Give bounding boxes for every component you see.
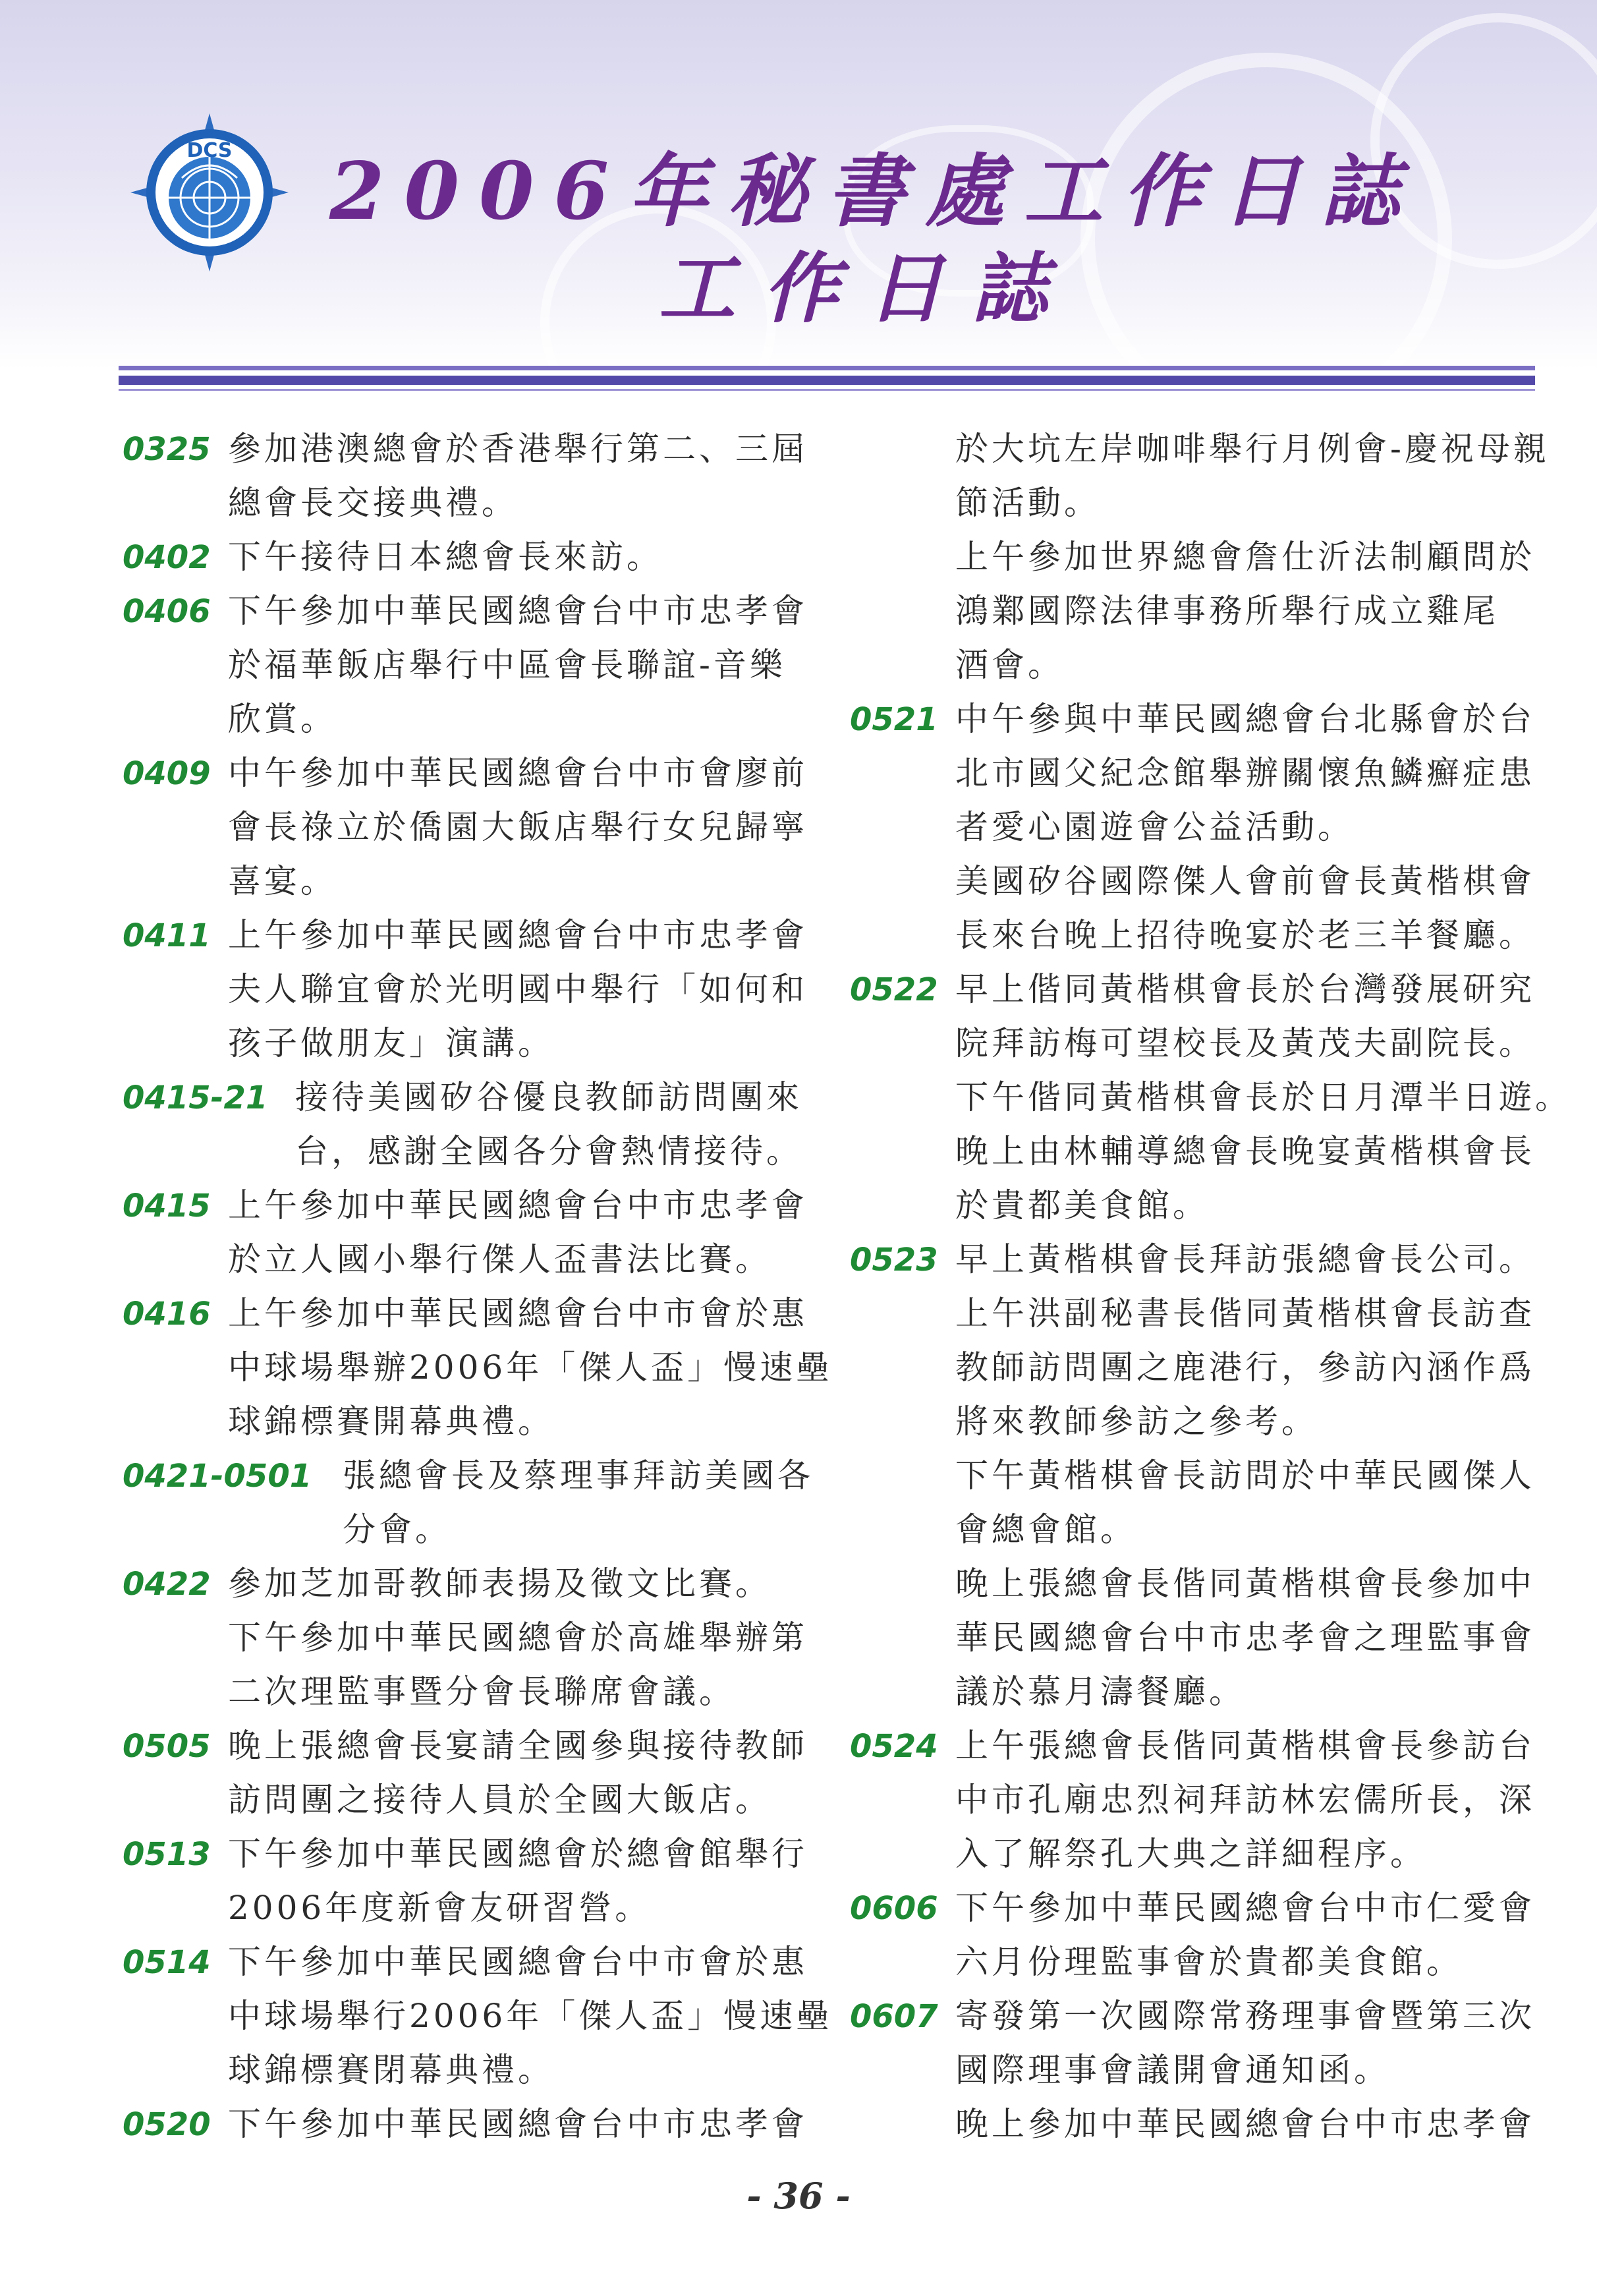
- entry-text: 下午接待日本總會長來訪。: [228, 538, 663, 576]
- log-entry: [123, 584, 821, 746]
- entry-date: 0409: [123, 755, 211, 792]
- entry-text: 國際理事會議開會通知函。: [955, 2051, 1390, 2089]
- log-entry: [850, 1719, 1548, 1881]
- entry-date: 0416: [123, 1296, 211, 1333]
- entry-text: 下午參加中華民國總會台中市會於惠: [228, 1943, 808, 1981]
- entry-text: 下午參加中華民國總會台中市忠孝會: [228, 592, 808, 630]
- entry-text: 上午參加中華民國總會台中市忠孝會: [228, 916, 808, 954]
- log-entry: [123, 1827, 821, 1935]
- entry-text: 議於慕月濤餐廳。: [955, 1673, 1245, 1711]
- log-entry: [123, 908, 821, 1070]
- dcs-logo: [130, 113, 289, 272]
- entry-text: 上午洪副秘書長偕同黃楷棋會長訪查: [955, 1294, 1535, 1333]
- entry-text: 教師訪問團之鹿港行，參訪內涵作爲: [955, 1348, 1535, 1387]
- entry-text: 球錦標賽閉幕典禮。: [228, 2051, 554, 2089]
- entry-text: 參加芝加哥教師表揚及徵文比賽。: [228, 1564, 771, 1603]
- entry-text: 六月份理監事會於貴都美食館。: [955, 1943, 1463, 1981]
- entry-date: 0411: [123, 917, 211, 954]
- entry-text: 酒會。: [955, 646, 1064, 684]
- entry-text: 於福華飯店舉行中區會長聯誼-音樂: [228, 646, 786, 684]
- entry-text: 入了解祭孔大典之詳細程序。: [955, 1835, 1426, 1873]
- log-entry: [123, 1449, 821, 1557]
- page-subtitle: 工作日誌: [659, 244, 1075, 333]
- entry-text: 下午參加中華民國總會於高雄舉辦第: [228, 1619, 808, 1657]
- entry-date: 0606: [850, 1890, 938, 1927]
- entry-text: 晚上張總會長偕同黃楷棋會長參加中: [955, 1564, 1535, 1603]
- entry-text: 晚上張總會長宴請全國參與接待教師: [228, 1727, 808, 1765]
- entry-text: 中球場舉行2006年「傑人盃」慢速壘: [228, 1997, 833, 2035]
- right-column: [850, 422, 1571, 2151]
- entry-text: 者愛心園遊會公益活動。: [955, 808, 1354, 846]
- log-entry: [123, 1935, 833, 2097]
- log-entry: [850, 962, 1571, 1232]
- entry-date: 0514: [123, 1944, 211, 1981]
- log-entry: [123, 746, 821, 908]
- entry-text: 上午參加世界總會詹仕沂法制顧問於: [955, 538, 1535, 576]
- entry-text: 喜宴。: [228, 862, 337, 900]
- entry-text: 下午偕同黃楷棋會長於日月潭半日遊。: [955, 1078, 1571, 1116]
- entry-text: 將來教師參訪之參考。: [955, 1402, 1318, 1441]
- entry-text: 早上黃楷棋會長拜訪張總會長公司。: [955, 1240, 1535, 1278]
- entry-text: 下午參加中華民國總會於總會館舉行: [228, 1835, 808, 1873]
- entry-text: 張總會長及蔡理事拜訪美國各: [343, 1456, 814, 1495]
- entry-text: 中午參與中華民國總會台北縣會於台: [955, 700, 1535, 738]
- log-entry: [123, 530, 821, 584]
- log-entry: [123, 1178, 821, 1286]
- entry-text: 中球場舉辦2006年「傑人盃」慢速壘: [228, 1348, 833, 1387]
- left-column: [123, 422, 833, 2151]
- entry-text: 寄發第一次國際常務理事會暨第三次: [955, 1997, 1535, 2035]
- entry-text: 會總會館。: [955, 1510, 1136, 1549]
- entry-text: 長來台晚上招待晚宴於老三羊餐廳。: [955, 916, 1535, 954]
- log-entry: [123, 2097, 821, 2151]
- entry-text: 下午參加中華民國總會台中市仁愛會: [955, 1889, 1535, 1927]
- entry-text: 晚上參加中華民國總會台中市忠孝會: [955, 2105, 1535, 2143]
- log-entry: [850, 1989, 1548, 2151]
- entry-text: 上午張總會長偕同黃楷棋會長參訪台: [955, 1727, 1535, 1765]
- log-entry: [123, 1557, 821, 1719]
- entry-text: 夫人聯宜會於光明國中舉行「如何和: [228, 970, 808, 1008]
- entry-text: 上午參加中華民國總會台中市會於惠: [228, 1294, 808, 1333]
- header-divider: [119, 389, 1535, 391]
- entry-text: 北市國父紀念館舉辦關懷魚鱗癬症患: [955, 754, 1535, 792]
- entry-date: 0422: [123, 1566, 211, 1603]
- entry-text: 中市孔廟忠烈祠拜訪林宏儒所長，深: [955, 1781, 1535, 1819]
- entry-text: 鴻鄴國際法律事務所舉行成立雞尾: [955, 592, 1499, 630]
- entry-text: 下午黃楷棋會長訪問於中華民國傑人: [955, 1456, 1535, 1495]
- entry-text: 球錦標賽開幕典禮。: [228, 1402, 554, 1441]
- entry-date: 0523: [850, 1242, 938, 1278]
- log-entry: [123, 1719, 821, 1827]
- log-entry: [850, 422, 1548, 692]
- entry-text: 接待美國矽谷優良教師訪問團來: [295, 1078, 802, 1116]
- entry-text: 早上偕同黃楷棋會長於台灣發展研究: [955, 970, 1535, 1008]
- entry-text: 晚上由林輔導總會長晚宴黃楷棋會長: [955, 1132, 1535, 1170]
- entry-date: 0325: [123, 431, 211, 468]
- entry-date: 0402: [123, 539, 211, 576]
- entry-text: 上午參加中華民國總會台中市忠孝會: [228, 1186, 808, 1224]
- entry-text: 欣賞。: [228, 700, 337, 738]
- entry-text: 於大坑左岸咖啡舉行月例會-慶祝母親: [955, 430, 1550, 468]
- entry-text: 二次理監事暨分會長聯席會議。: [228, 1673, 735, 1711]
- entry-text: 分會。: [343, 1510, 451, 1549]
- entry-text: 美國矽谷國際傑人會前會長黃楷棋會: [955, 862, 1535, 900]
- entry-date: 0415: [123, 1188, 211, 1224]
- log-entry: [850, 692, 1548, 962]
- entry-text: 中午參加中華民國總會台中市會廖前: [228, 754, 808, 792]
- entry-date: 0520: [123, 2106, 211, 2143]
- header-divider: [119, 366, 1535, 370]
- entry-text: 訪問團之接待人員於全國大飯店。: [228, 1781, 771, 1819]
- entry-text: 節活動。: [955, 484, 1100, 522]
- entry-text: 華民國總會台中市忠孝會之理監事會: [955, 1619, 1535, 1657]
- page-title: 2006年秘書處工作日誌: [329, 145, 1419, 238]
- page-number: - 36 -: [746, 2175, 851, 2217]
- log-entry: [850, 1881, 1548, 1989]
- entry-text: 於立人國小舉行傑人盃書法比賽。: [228, 1240, 771, 1278]
- entry-date: 0421-0501: [123, 1458, 312, 1495]
- entry-date: 0522: [850, 971, 938, 1008]
- log-entry: [850, 1232, 1548, 1719]
- entry-text: 會長祿立於僑園大飯店舉行女兒歸寧: [228, 808, 808, 846]
- entry-date: 0406: [123, 593, 211, 630]
- entry-text: 參加港澳總會於香港舉行第二、三屆: [228, 430, 808, 468]
- logo-text: DCS: [186, 139, 233, 162]
- entry-text: 孩子做朋友」演講。: [228, 1024, 554, 1062]
- log-entry: [123, 1286, 833, 1449]
- entry-text: 總會長交接典禮。: [228, 484, 518, 522]
- entry-date: 0521: [850, 701, 938, 738]
- log-entry: [123, 422, 821, 530]
- header-divider: [119, 376, 1535, 385]
- entry-date: 0505: [123, 1728, 211, 1765]
- entry-date: 0607: [850, 1998, 938, 2035]
- log-entry: [123, 1070, 821, 1178]
- entry-text: 台，感謝全國各分會熱情接待。: [295, 1132, 802, 1170]
- entry-text: 2006年度新會友研習營。: [228, 1889, 652, 1927]
- entry-text: 下午參加中華民國總會台中市忠孝會: [228, 2105, 808, 2143]
- entry-text: 院拜訪梅可望校長及黃茂夫副院長。: [955, 1024, 1535, 1062]
- entry-text: 於貴都美食館。: [955, 1186, 1209, 1224]
- entry-date: 0513: [123, 1836, 211, 1873]
- entry-date: 0415-21: [123, 1079, 268, 1116]
- entry-date: 0524: [850, 1728, 938, 1765]
